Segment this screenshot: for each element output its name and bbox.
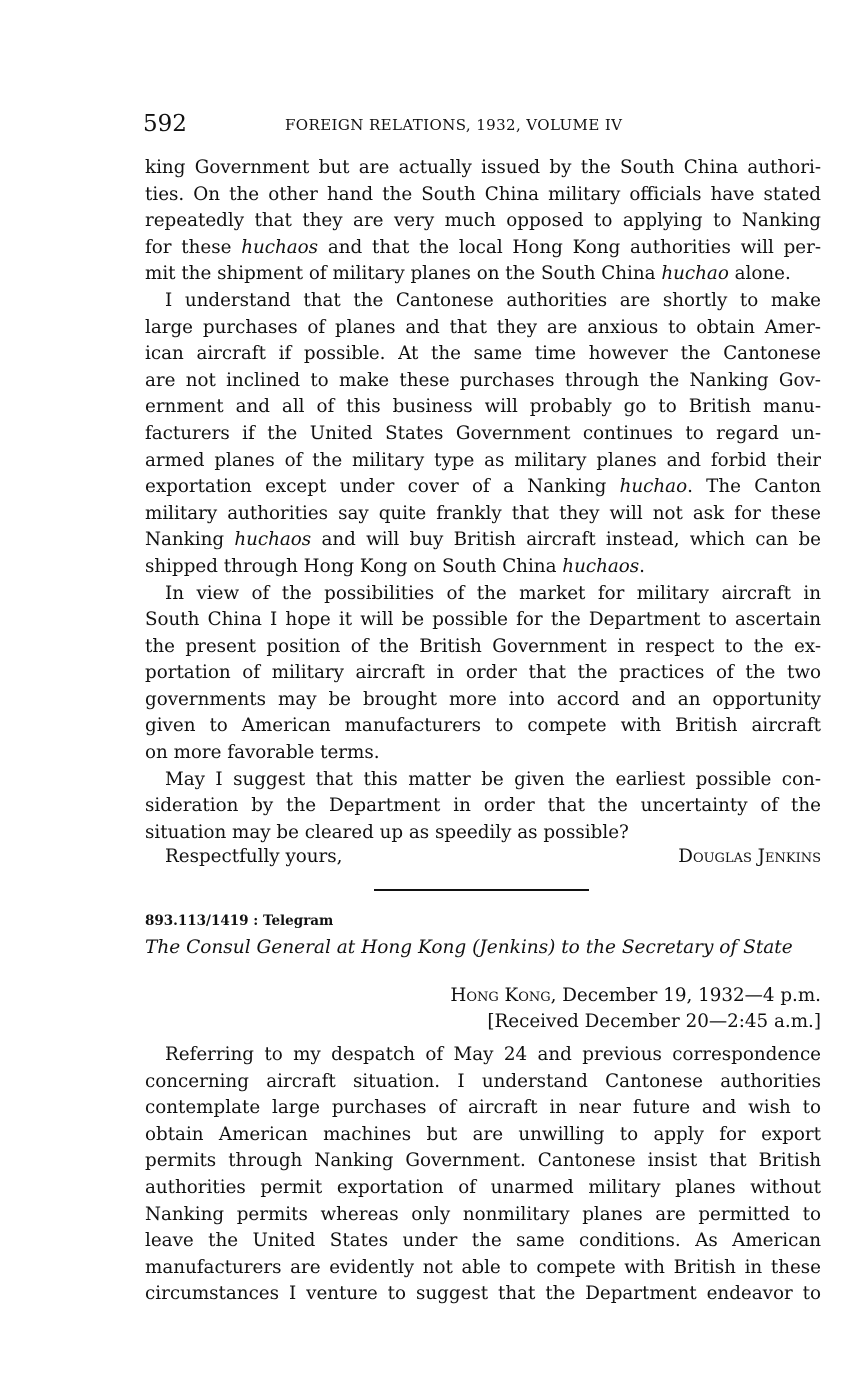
dateline <box>321 985 821 1006</box>
page-header <box>143 111 823 141</box>
text-line: concerning aircraft situation. I understand Cantonese authorities <box>145 1070 821 1092</box>
text-line: large purchases of planes and that they are anxious to obtain Amer- <box>145 316 821 338</box>
text-line: I understand that the Cantonese authorities are shortly to make <box>165 289 821 311</box>
italic-term: huchaos <box>234 529 312 551</box>
text-line: contemplate large purchases of aircraft in near future and wish to <box>145 1097 821 1119</box>
text-line: on more favorable terms. <box>145 742 380 764</box>
text-line: facturers if the United States Government continues to regard un- <box>145 422 821 444</box>
file-reference: 893.113/1419 : Telegram <box>145 913 334 929</box>
salutation: Respectfully yours, <box>165 846 343 867</box>
text-line: repeatedly that they are very much opposed to applying to Nanking <box>145 210 821 232</box>
text-line: Nanking permits whereas only nonmilitary planes are permitted to <box>145 1203 821 1225</box>
text-line: armed planes of the military type as military planes and forbid their <box>145 449 821 471</box>
text-line: May I suggest that this matter be given the earliest possible con- <box>165 768 821 790</box>
text-line: for these huchaos and that the local Hong Kong authorities will per- <box>145 236 822 258</box>
italic-term: huchaos <box>562 555 640 577</box>
italic-term: huchao <box>619 476 688 498</box>
text-line: ties. On the other hand the South China military officials have stated <box>145 183 821 205</box>
letter-closing <box>165 843 821 870</box>
telegram-body <box>145 1042 821 1308</box>
received-line: [Received December 20—2:45 a.m.] <box>487 1011 821 1032</box>
document-title: The Consul General at Hong Kong (Jenkins) to the Secretary of State <box>145 937 793 958</box>
text-line: Nanking huchaos and will buy British aircraft instead, which can be <box>145 529 821 551</box>
text-line: authorities permit exportation of unarmed military planes without <box>145 1176 821 1198</box>
text-line: governments may be brought more into accord and an opportunity <box>145 688 821 710</box>
text-line: circumstances I venture to suggest that the Department endeavor to <box>145 1283 821 1305</box>
text-line: manufacturers are evidently not able to compete with British in these <box>145 1256 821 1278</box>
text-line: In view of the possibilities of the market for military aircraft in <box>165 582 821 604</box>
text-line: South China I hope it will be possible for the Department to ascertain <box>145 609 821 631</box>
letter-body <box>145 155 821 846</box>
text-line: given to American manufacturers to compete with British aircraft <box>145 715 821 737</box>
text-line: shipped through Hong Kong on South China huchaos. <box>145 555 645 577</box>
dateline-place: Hong Kong <box>450 985 551 1006</box>
text-line: permits through Nanking Government. Cantonese insist that British <box>145 1150 821 1172</box>
text-line: ernment and all of this business will probably go to British manu- <box>145 396 821 418</box>
text-line: situation may be cleared up as speedily as possible? <box>145 821 629 843</box>
signature: Douglas Jenkins <box>678 846 821 867</box>
italic-term: huchaos <box>241 236 319 258</box>
running-head: FOREIGN RELATIONS, 1932, VOLUME IV <box>285 116 623 134</box>
text-line: portation of military aircraft in order that the practices of the two <box>145 662 821 684</box>
text-line: Referring to my despatch of May 24 and previous correspondence <box>165 1044 821 1065</box>
text-line: obtain American machines but are unwilling to apply for export <box>145 1123 821 1145</box>
text-line: sideration by the Department in order that the uncertainty of the <box>145 795 821 817</box>
text-line: ican aircraft if possible. At the same time however the Cantonese <box>145 343 821 365</box>
text-line: the present position of the British Government in respect to the ex- <box>145 635 821 657</box>
text-line: are not inclined to make these purchases through the Nanking Gov- <box>145 369 821 391</box>
page-number: 592 <box>143 111 187 137</box>
text-line: mit the shipment of military planes on the South China huchao alone. <box>145 263 791 285</box>
section-divider <box>374 889 589 891</box>
text-line: leave the United States under the same conditions. As American <box>145 1230 821 1252</box>
text-line: military authorities say quite frankly that they will not ask for these <box>145 502 821 524</box>
dateline-date: , December 19, 1932—4 p.m. <box>550 985 821 1006</box>
italic-term: huchao <box>661 263 729 285</box>
text-line: king Government but are actually issued by the South China authori- <box>145 157 821 178</box>
text-line: exportation except under cover of a Nanking huchao. The Canton <box>145 476 822 498</box>
